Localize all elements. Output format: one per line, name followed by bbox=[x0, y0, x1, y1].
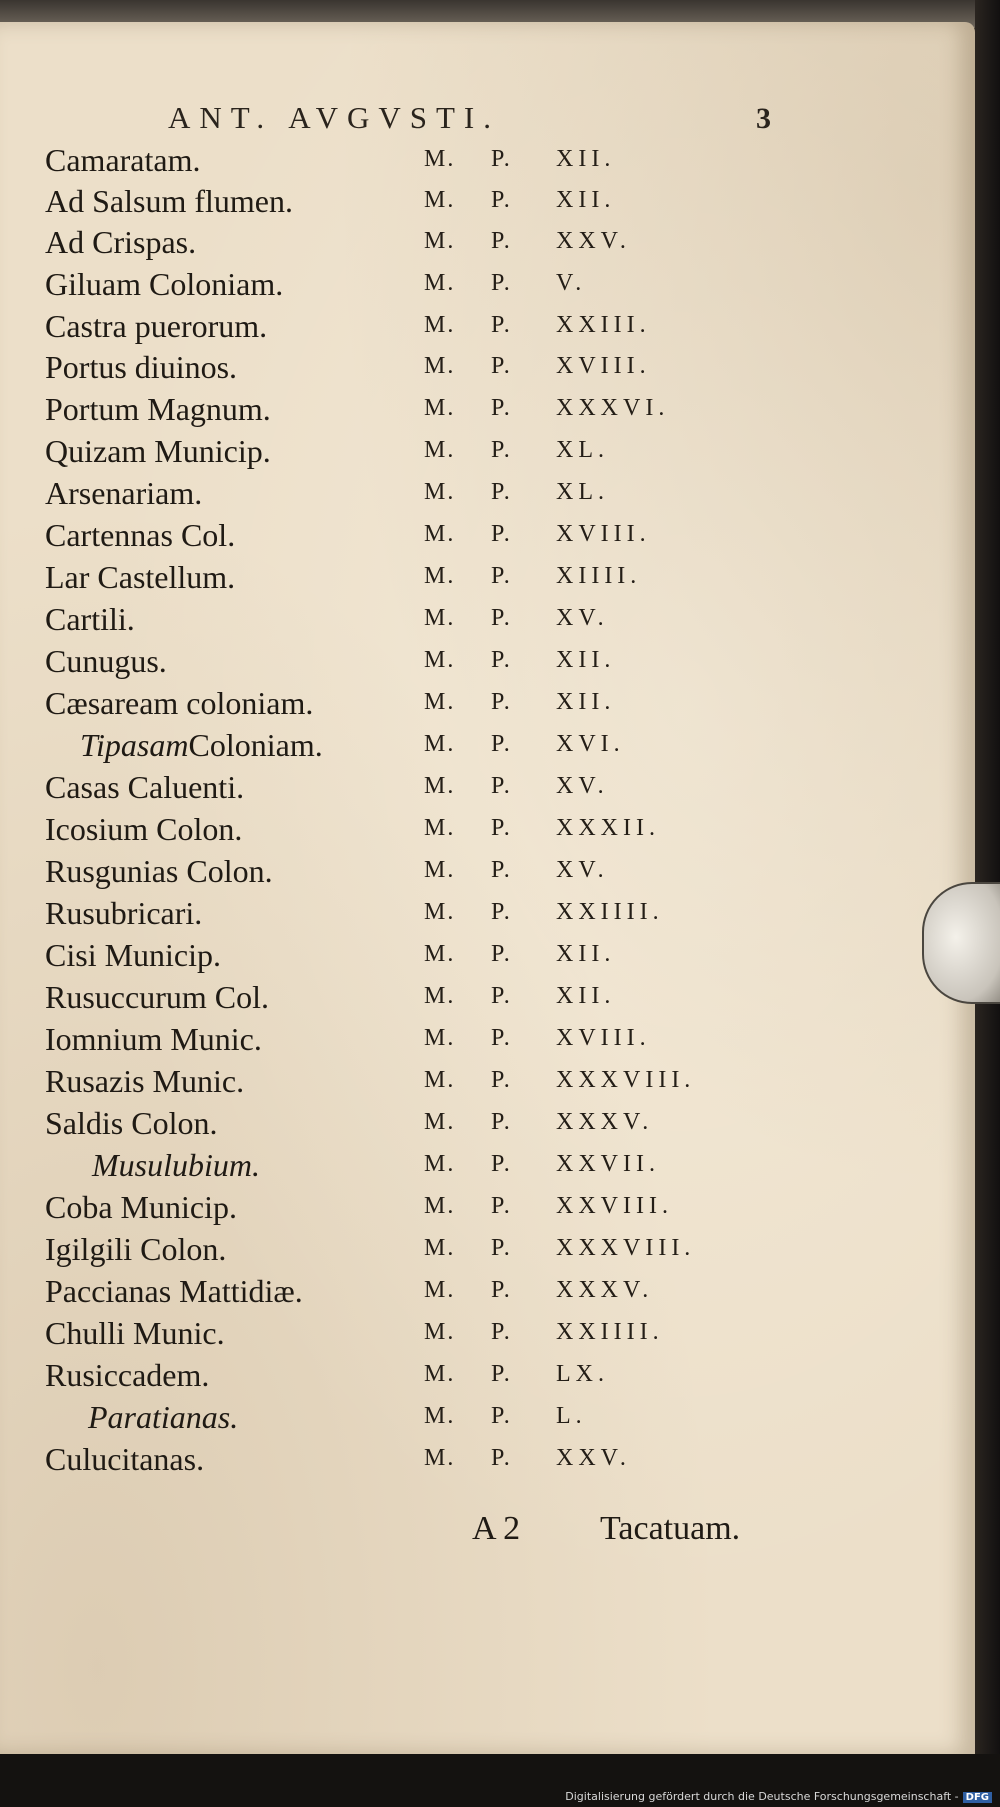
distance-numeral: XII. bbox=[556, 146, 616, 172]
miles-abbrev: M. bbox=[424, 815, 456, 841]
distance-numeral: LX. bbox=[556, 1361, 609, 1387]
miles-abbrev: M. bbox=[424, 731, 456, 757]
passus-abbrev: P. bbox=[491, 1277, 512, 1303]
miles-abbrev: M. bbox=[424, 1403, 456, 1429]
passus-abbrev: P. bbox=[491, 1109, 512, 1135]
miles-abbrev: M. bbox=[424, 605, 456, 631]
list-item bbox=[0, 1105, 920, 1145]
list-item bbox=[0, 517, 920, 557]
place-name: Musulubium. bbox=[92, 1147, 260, 1183]
list-item bbox=[0, 224, 920, 264]
passus-abbrev: P. bbox=[491, 146, 512, 172]
distance-numeral: XXVII. bbox=[556, 1151, 660, 1177]
place-name: Saldis Colon. bbox=[45, 1105, 218, 1141]
passus-abbrev: P. bbox=[491, 1403, 512, 1429]
passus-abbrev: P. bbox=[491, 1361, 512, 1387]
list-item bbox=[0, 811, 920, 851]
place-name: Giluam Coloniam. bbox=[45, 266, 284, 302]
place-name: Culucitanas. bbox=[45, 1441, 205, 1477]
passus-abbrev: P. bbox=[491, 983, 512, 1009]
passus-abbrev: P. bbox=[491, 773, 512, 799]
place-name: Ad Salsum flumen. bbox=[45, 183, 293, 219]
list-item bbox=[0, 1063, 920, 1103]
list-item bbox=[0, 979, 920, 1019]
page-number: 3 bbox=[756, 102, 771, 135]
miles-abbrev: M. bbox=[424, 563, 456, 589]
miles-abbrev: M. bbox=[424, 146, 456, 172]
passus-abbrev: P. bbox=[491, 1319, 512, 1345]
distance-numeral: XXIIII. bbox=[556, 899, 664, 925]
list-item bbox=[0, 183, 920, 223]
miles-abbrev: M. bbox=[424, 1193, 456, 1219]
distance-numeral: XXXV. bbox=[556, 1277, 654, 1303]
passus-abbrev: P. bbox=[491, 395, 512, 421]
distance-numeral: XIIII. bbox=[556, 563, 642, 589]
place-name: Ad Crispas. bbox=[45, 224, 197, 260]
list-item bbox=[0, 391, 920, 431]
passus-abbrev: P. bbox=[491, 857, 512, 883]
place-name: Paccianas Mattidiæ. bbox=[45, 1273, 303, 1309]
list-item bbox=[0, 1147, 920, 1187]
miles-abbrev: M. bbox=[424, 983, 456, 1009]
distance-numeral: L. bbox=[556, 1403, 587, 1429]
list-item bbox=[0, 1315, 920, 1355]
distance-numeral: V. bbox=[556, 270, 587, 296]
list-item bbox=[0, 601, 920, 641]
miles-abbrev: M. bbox=[424, 1067, 456, 1093]
place-name: Cæsaream coloniam. bbox=[45, 685, 314, 721]
place-name: Coba Municip. bbox=[45, 1189, 237, 1225]
distance-numeral: XXIIII. bbox=[556, 1319, 664, 1345]
passus-abbrev: P. bbox=[491, 228, 512, 254]
distance-numeral: XII. bbox=[556, 647, 616, 673]
passus-abbrev: P. bbox=[491, 1193, 512, 1219]
list-item bbox=[0, 1189, 920, 1229]
place-name: Castra puerorum. bbox=[45, 308, 268, 344]
place-name: Rusgunias Colon. bbox=[45, 853, 273, 889]
miles-abbrev: M. bbox=[424, 353, 456, 379]
list-item bbox=[0, 727, 920, 767]
distance-numeral: XII. bbox=[556, 689, 616, 715]
place-name: Igilgili Colon. bbox=[45, 1231, 227, 1267]
distance-numeral: XXXVIII. bbox=[556, 1235, 696, 1261]
passus-abbrev: P. bbox=[491, 941, 512, 967]
place-name: Iomnium Munic. bbox=[45, 1021, 262, 1057]
digitization-credit bbox=[565, 1790, 992, 1803]
distance-numeral: XL. bbox=[556, 437, 609, 463]
list-item bbox=[0, 1399, 920, 1439]
catchword: Tacatuam. bbox=[600, 1510, 741, 1547]
miles-abbrev: M. bbox=[424, 395, 456, 421]
distance-numeral: XXV. bbox=[556, 228, 631, 254]
list-item bbox=[0, 643, 920, 683]
distance-numeral: XXVIII. bbox=[556, 1193, 673, 1219]
miles-abbrev: M. bbox=[424, 312, 456, 338]
list-item bbox=[0, 1273, 920, 1313]
list-item bbox=[0, 1231, 920, 1271]
place-name: Lar Castellum. bbox=[45, 559, 236, 595]
passus-abbrev: P. bbox=[491, 437, 512, 463]
passus-abbrev: P. bbox=[491, 270, 512, 296]
place-name: Rusiccadem. bbox=[45, 1357, 210, 1393]
passus-abbrev: P. bbox=[491, 815, 512, 841]
miles-abbrev: M. bbox=[424, 1025, 456, 1051]
page-clip bbox=[922, 882, 1000, 1004]
miles-abbrev: M. bbox=[424, 521, 456, 547]
distance-numeral: XII. bbox=[556, 983, 616, 1009]
distance-numeral: XII. bbox=[556, 941, 616, 967]
place-name-roman-part: Coloniam. bbox=[188, 727, 323, 763]
passus-abbrev: P. bbox=[491, 1025, 512, 1051]
list-item bbox=[0, 685, 920, 725]
miles-abbrev: M. bbox=[424, 1235, 456, 1261]
list-item bbox=[0, 895, 920, 935]
miles-abbrev: M. bbox=[424, 187, 456, 213]
place-name: Cunugus. bbox=[45, 643, 167, 679]
passus-abbrev: P. bbox=[491, 353, 512, 379]
credit-text: Digitalisierung gefördert durch die Deutsche Forschungsgemeinschaft - bbox=[565, 1790, 959, 1803]
place-name: Rusuccurum Col. bbox=[45, 979, 269, 1015]
dfg-logo: DFG bbox=[963, 1792, 992, 1803]
list-item bbox=[0, 475, 920, 515]
passus-abbrev: P. bbox=[491, 1445, 512, 1471]
place-name: Cisi Municip. bbox=[45, 937, 222, 973]
list-item bbox=[0, 266, 920, 306]
place-name: Paratianas. bbox=[88, 1399, 239, 1435]
distance-numeral: XVIII. bbox=[556, 353, 651, 379]
place-name: Icosium Colon. bbox=[45, 811, 243, 847]
miles-abbrev: M. bbox=[424, 1151, 456, 1177]
place-name: Rusubricari. bbox=[45, 895, 203, 931]
miles-abbrev: M. bbox=[424, 437, 456, 463]
distance-numeral: XVIII. bbox=[556, 1025, 651, 1051]
place-name: Quizam Municip. bbox=[45, 433, 271, 469]
running-head: ANT. AVGVSTI. bbox=[168, 100, 501, 135]
passus-abbrev: P. bbox=[491, 479, 512, 505]
miles-abbrev: M. bbox=[424, 899, 456, 925]
distance-numeral: XL. bbox=[556, 479, 609, 505]
place-name: Casas Caluenti. bbox=[45, 769, 245, 805]
place-name: Camaratam. bbox=[45, 142, 201, 178]
distance-numeral: XXXVI. bbox=[556, 395, 670, 421]
distance-numeral: XXXII. bbox=[556, 815, 660, 841]
place-name: Portus diuinos. bbox=[45, 349, 238, 385]
miles-abbrev: M. bbox=[424, 1445, 456, 1471]
place-name-italic-part: Tipasam bbox=[80, 727, 189, 763]
place-name: Arsenariam. bbox=[45, 475, 203, 511]
miles-abbrev: M. bbox=[424, 773, 456, 799]
distance-numeral: XV. bbox=[556, 773, 609, 799]
list-item bbox=[0, 349, 920, 389]
place-name bbox=[80, 727, 323, 764]
passus-abbrev: P. bbox=[491, 521, 512, 547]
miles-abbrev: M. bbox=[424, 647, 456, 673]
miles-abbrev: M. bbox=[424, 1277, 456, 1303]
list-item bbox=[0, 937, 920, 977]
distance-numeral: XV. bbox=[556, 605, 609, 631]
passus-abbrev: P. bbox=[491, 731, 512, 757]
list-item bbox=[0, 308, 920, 348]
list-item bbox=[0, 433, 920, 473]
miles-abbrev: M. bbox=[424, 1109, 456, 1135]
passus-abbrev: P. bbox=[491, 1151, 512, 1177]
list-item bbox=[0, 769, 920, 809]
passus-abbrev: P. bbox=[491, 1067, 512, 1093]
place-name: Portum Magnum. bbox=[45, 391, 271, 427]
miles-abbrev: M. bbox=[424, 941, 456, 967]
distance-numeral: XXIII. bbox=[556, 312, 651, 338]
passus-abbrev: P. bbox=[491, 899, 512, 925]
passus-abbrev: P. bbox=[491, 312, 512, 338]
distance-numeral: XVIII. bbox=[556, 521, 651, 547]
list-item bbox=[0, 559, 920, 599]
passus-abbrev: P. bbox=[491, 187, 512, 213]
list-item bbox=[0, 1021, 920, 1061]
list-item bbox=[0, 1357, 920, 1397]
miles-abbrev: M. bbox=[424, 857, 456, 883]
passus-abbrev: P. bbox=[491, 563, 512, 589]
miles-abbrev: M. bbox=[424, 1319, 456, 1345]
distance-numeral: XXV. bbox=[556, 1445, 631, 1471]
passus-abbrev: P. bbox=[491, 689, 512, 715]
list-item bbox=[0, 853, 920, 893]
distance-numeral: XV. bbox=[556, 857, 609, 883]
place-name: Cartili. bbox=[45, 601, 135, 637]
place-name: Cartennas Col. bbox=[45, 517, 236, 553]
distance-numeral: XVI. bbox=[556, 731, 625, 757]
list-item bbox=[0, 1441, 920, 1481]
miles-abbrev: M. bbox=[424, 270, 456, 296]
place-name: Chulli Munic. bbox=[45, 1315, 225, 1351]
miles-abbrev: M. bbox=[424, 689, 456, 715]
distance-numeral: XXXVIII. bbox=[556, 1067, 696, 1093]
distance-numeral: XXXV. bbox=[556, 1109, 654, 1135]
signature-mark: A 2 bbox=[472, 1510, 521, 1547]
passus-abbrev: P. bbox=[491, 1235, 512, 1261]
miles-abbrev: M. bbox=[424, 1361, 456, 1387]
miles-abbrev: M. bbox=[424, 479, 456, 505]
passus-abbrev: P. bbox=[491, 647, 512, 673]
miles-abbrev: M. bbox=[424, 228, 456, 254]
distance-numeral: XII. bbox=[556, 187, 616, 213]
place-name: Rusazis Munic. bbox=[45, 1063, 245, 1099]
list-item bbox=[0, 142, 920, 182]
passus-abbrev: P. bbox=[491, 605, 512, 631]
